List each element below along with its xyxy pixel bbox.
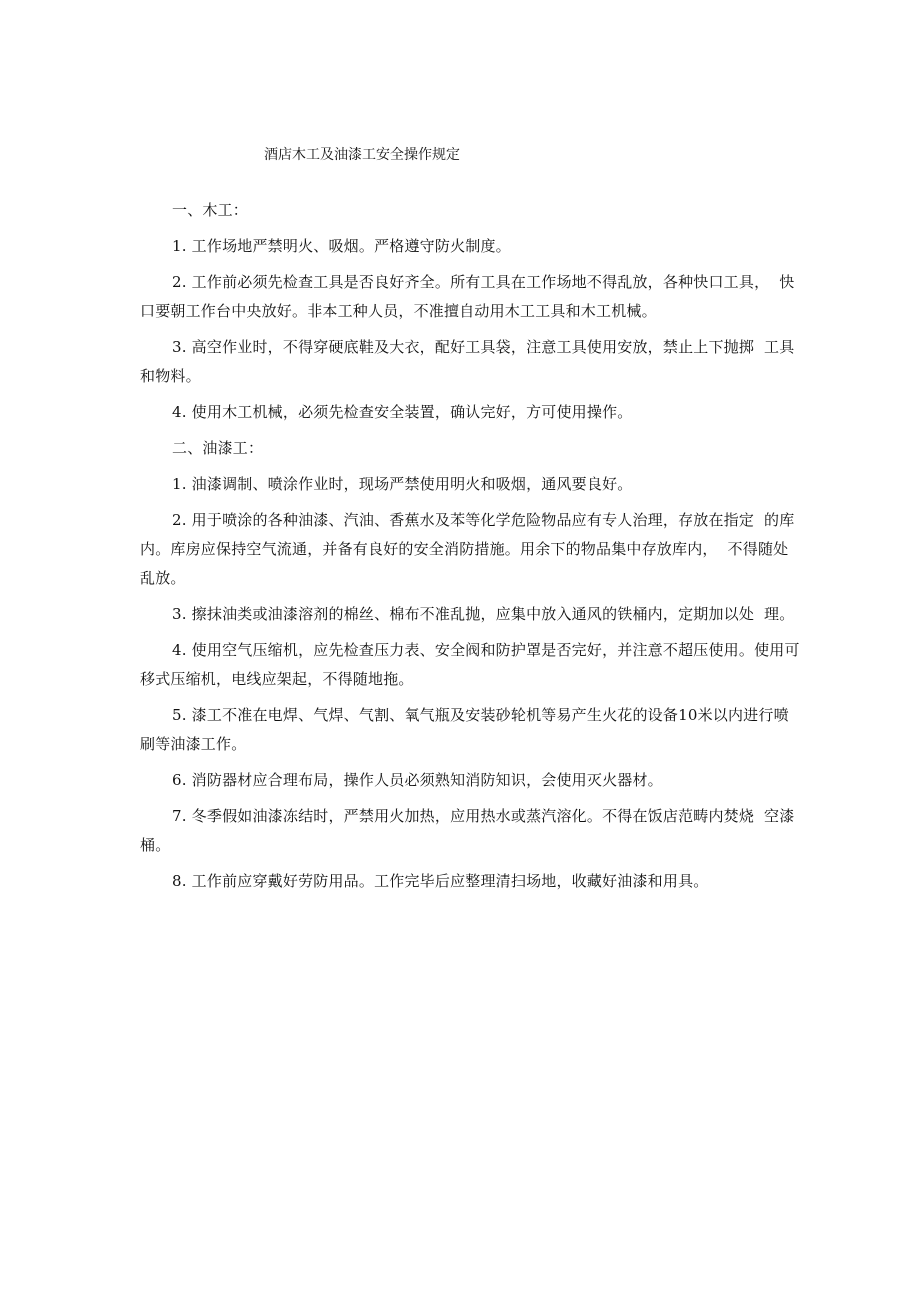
rule-carpentry-1: 1. 工作场地严禁明火、吸烟。严格遵守防火制度。: [172, 237, 511, 255]
rule-carpentry-2: 2. 工作前必须先检查工具是否良好齐全。所有工具在工作场地不得乱放，各种快口工具， 快口要朝工作台中央放好。非本工种人员，不准擅自动用木工工具和木工机械。: [140, 273, 795, 320]
rule-carpentry-3: 3. 高空作业时，不得穿硬底鞋及大衣，配好工具袋，注意工具使用安放，禁止上下抛掷 工具和物料。: [140, 338, 795, 385]
document-body: [140, 196, 800, 903]
document-title: 酒店木工及油漆工安全操作规定: [264, 147, 460, 163]
rule-painting-6: 6. 消防器材应合理布局，操作人员必须熟知消防知识，会使用灭火器材。: [172, 771, 663, 789]
rule-painting-4: 4. 使用空气压缩机，应先检查压力表、安全阀和防护罩是否完好，并注意不超压使用。使用可移式压缩机，电线应架起，不得随地拖。: [140, 641, 800, 688]
rule-painting-5: 5. 漆工不准在电焊、气焊、气割、氧气瓶及安装砂轮机等易产生火花的设备10米以内进行喷刷等油漆工作。: [140, 706, 789, 753]
rule-painting-7: 7. 冬季假如油漆冻结时，严禁用火加热，应用热水或蒸汽溶化。不得在饭店范畴内焚烧 空漆桶。: [140, 807, 795, 854]
rule-painting-8: 8. 工作前应穿戴好劳防用品。工作完毕后应整理清扫场地，收藏好油漆和用具。: [172, 872, 709, 890]
rule-painting-3: 3. 擦抹油类或油漆溶剂的棉丝、棉布不准乱抛，应集中放入通风的铁桶内，定期加以处 理。: [172, 605, 795, 623]
section-heading-painting: 二、油漆工：: [172, 439, 264, 457]
rule-carpentry-4: 4. 使用木工机械，必须先检查安全装置，确认完好，方可使用操作。: [172, 403, 633, 421]
section-heading-carpentry: 一、木工：: [172, 201, 249, 219]
rule-painting-2: 2. 用于喷涂的各种油漆、汽油、香蕉水及苯等化学危险物品应有专人治理，存放在指定 的库内。库房应保持空气流通，并备有良好的安全消防措施。用余下的物品集中存放库内， 不得随处乱放。: [140, 511, 795, 587]
rule-painting-1: 1. 油漆调制、喷涂作业时，现场严禁使用明火和吸烟，通风要良好。: [172, 475, 633, 493]
